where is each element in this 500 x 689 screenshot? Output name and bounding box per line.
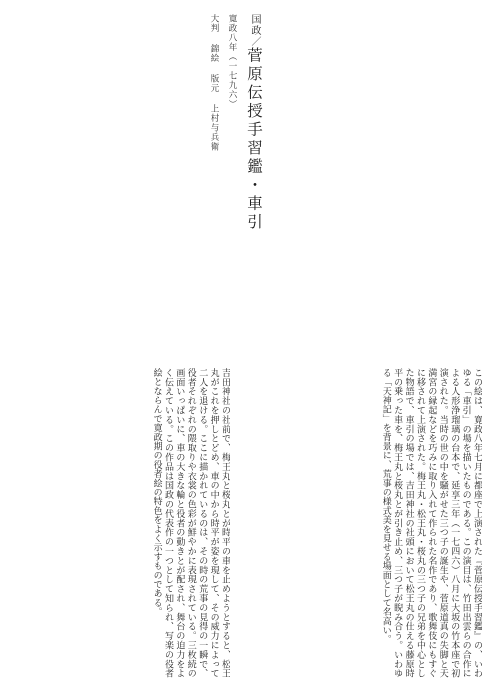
credit-publisher: 上村与兵衛: [209, 104, 219, 152]
credit-medium: 錦絵: [209, 44, 219, 63]
credit-format: 大判: [209, 14, 219, 33]
title-block: [208, 14, 264, 314]
commentary-column-left: 吉田神社の社前で、梅王丸と桜丸とが時平の車を止めようとすると、松王丸がこれを押しとどめ、車の中から時平が姿を現して、その威力によって二人を退ける。ここに描かれているのは、その時の荒事の見得の一瞬で、役者それぞれの隈取りや衣裳の色彩が鮮やかに表現されている。三枚続の画面いっぱいに、車の大きな輪と役者の動きとが配され、舞台の迫力をよく伝えている。この作品は国政の代表作の一つとして知られ、写楽の役者絵とならんで寛政期の役者絵の特色をよく示すものである。: [151, 368, 230, 678]
print-credits: [208, 14, 220, 314]
artist-name: 国政／: [249, 14, 260, 47]
print-title: [244, 14, 264, 314]
print-meta: [226, 14, 238, 314]
work-title: 菅原伝授手習鑑・車引: [245, 47, 263, 232]
credit-publisher-label: 版元: [209, 74, 219, 93]
commentary-column-right: この絵は、寛政八年七月に都座で上演された『菅原伝授手習鑑』の、いわゆる「車引」の場を描いたものである。この演目は、竹田出雲らの合作による人形浄瑠璃の台本で、延享三年（一七四六）八月に大坂の竹本座で初演された。当時の世の中を騒がせた三つ子の誕生や、菅原道真の失脚と天満宮の縁起などを巧みに取り入れて作られた名作であり、歌舞伎にもすぐに移されて上演された。梅王丸・松王丸・桜丸の三つ子の兄弟を中心とした物語で、車引の場では、吉田神社の社頭において松王丸の仕える藤原時平の乗った車を、梅王丸と桜丸とが引き止め、三つ子が睨み合う。いわゆる「天神記」を背景に、荒事の様式美を見せる場面として名高い。: [380, 368, 482, 678]
print-date: 寛政八年（一七九六）: [227, 14, 237, 109]
